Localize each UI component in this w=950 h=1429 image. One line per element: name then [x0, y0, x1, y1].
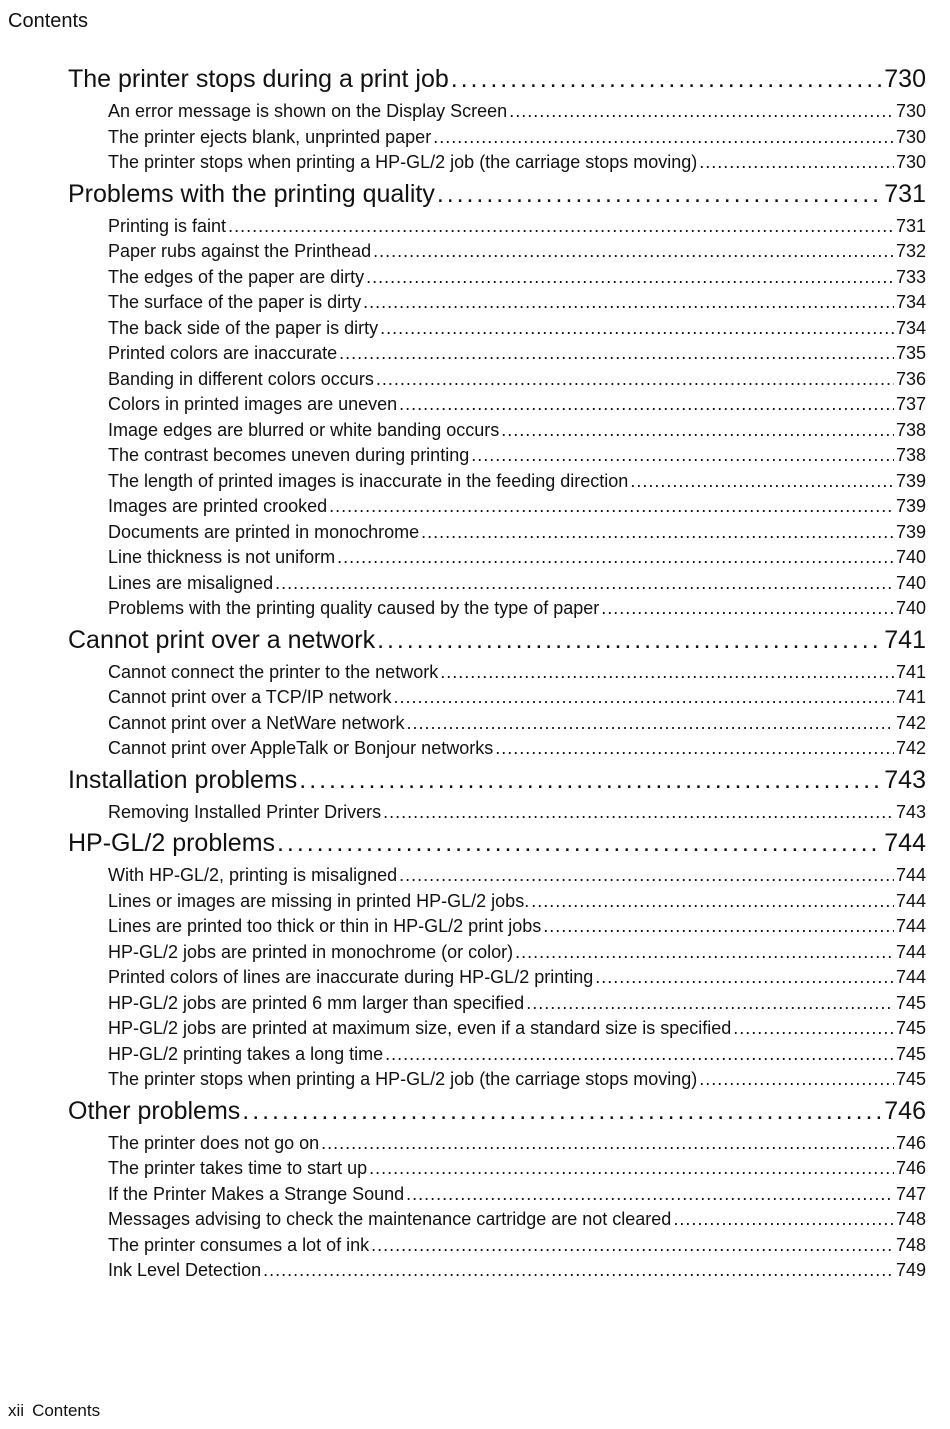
dot-leader [406, 1182, 894, 1208]
entry-page-number: 746 [895, 1132, 926, 1153]
page-footer [8, 1400, 100, 1422]
toc-entry[interactable] [108, 545, 926, 571]
entry-page-number: 730 [895, 101, 926, 121]
section-page-number: 744 [884, 829, 926, 857]
entry-page-number: 745 [895, 1043, 926, 1064]
toc-entry[interactable] [108, 571, 926, 597]
entry-page-number: 745 [895, 1018, 926, 1038]
entry-title: Documents are printed in monochrome [108, 521, 420, 542]
toc-entry[interactable] [108, 1233, 926, 1259]
toc-entry[interactable] [108, 443, 926, 469]
entry-page-number: 732 [895, 241, 926, 261]
entry-title: Lines are misaligned [108, 572, 274, 593]
entry-title: Lines are printed too thick or thin in HP-GL/2 print jobs [108, 916, 542, 936]
toc-section [68, 828, 926, 1093]
entry-title: The printer stops when printing a HP-GL/2 job (the carriage stops moving) [108, 1069, 698, 1089]
entry-page-number: 741 [895, 687, 926, 707]
dot-leader [377, 625, 882, 656]
toc-entry[interactable] [108, 1207, 926, 1233]
entry-page-number: 730 [895, 152, 926, 172]
entry-title: HP-GL/2 jobs are printed 6 mm larger than specified [108, 992, 525, 1013]
dot-leader [433, 125, 894, 151]
entry-title: Cannot print over a NetWare network [108, 712, 405, 733]
table-of-contents [68, 64, 926, 1284]
toc-entry[interactable] [108, 125, 926, 151]
section-page-number: 743 [884, 765, 926, 794]
toc-entry[interactable] [108, 914, 926, 940]
dot-leader [630, 469, 894, 495]
dot-leader [399, 863, 894, 889]
dot-leader [471, 443, 894, 469]
dot-leader [509, 99, 894, 125]
dot-leader [363, 290, 894, 316]
entry-page-number: 740 [895, 572, 926, 593]
entry-page-number: 742 [895, 712, 926, 733]
dot-leader [371, 1233, 894, 1259]
entry-title: If the Printer Makes a Strange Sound [108, 1183, 405, 1204]
entry-title: Colors in printed images are uneven [108, 394, 398, 414]
entry-title: Cannot print over a TCP/IP network [108, 687, 392, 707]
entry-title: Banding in different colors occurs [108, 368, 374, 389]
entry-page-number: 730 [895, 126, 926, 147]
entry-page-number: 743 [895, 801, 926, 822]
entry-title: Problems with the printing quality caused by the type of paper [108, 598, 600, 618]
toc-section-heading[interactable] [68, 765, 926, 796]
entry-title: The printer takes time to start up [108, 1158, 368, 1178]
dot-leader [699, 150, 894, 176]
toc-entry[interactable] [108, 889, 926, 915]
dot-leader [406, 711, 893, 737]
dot-leader [601, 596, 894, 622]
toc-entry[interactable] [108, 1131, 926, 1157]
entry-page-number: 749 [895, 1260, 926, 1280]
entry-page-number: 744 [895, 865, 926, 885]
dot-leader [242, 1096, 882, 1127]
entry-page-number: 742 [895, 738, 926, 758]
toc-section-heading[interactable] [68, 828, 926, 859]
entry-title: Removing Installed Printer Drivers [108, 801, 382, 822]
entry-title: Image edges are blurred or white banding occurs [108, 419, 500, 440]
entry-title: Images are printed crooked [108, 496, 328, 516]
toc-entry[interactable] [108, 214, 926, 240]
dot-leader [733, 1016, 894, 1042]
dot-leader [543, 914, 894, 940]
entry-page-number: 737 [895, 394, 926, 414]
entry-page-number: 734 [895, 292, 926, 312]
entry-page-number: 744 [895, 890, 926, 911]
toc-section-heading[interactable] [68, 625, 926, 656]
entry-title: HP-GL/2 jobs are printed at maximum size, even if a standard size is specified [108, 1018, 732, 1038]
section-title: The printer stops during a print job [68, 65, 449, 93]
dot-leader [437, 179, 882, 210]
entry-title: The printer consumes a lot of ink [108, 1234, 370, 1255]
entry-page-number: 739 [895, 496, 926, 516]
section-title: Problems with the printing quality [68, 179, 435, 208]
entry-page-number: 740 [895, 547, 926, 567]
dot-leader [501, 418, 894, 444]
entry-title: With HP-GL/2, printing is misaligned [108, 865, 398, 885]
entry-page-number: 748 [895, 1209, 926, 1229]
toc-entry[interactable] [108, 367, 926, 393]
entry-page-number: 736 [895, 368, 926, 389]
entry-title: HP-GL/2 printing takes a long time [108, 1043, 384, 1064]
entry-page-number: 747 [895, 1183, 926, 1204]
dot-leader [277, 828, 882, 859]
dot-leader [440, 660, 894, 686]
entry-page-number: 748 [895, 1234, 926, 1255]
toc-entry[interactable] [108, 99, 926, 125]
section-title: HP-GL/2 problems [68, 829, 276, 857]
toc-entry[interactable] [108, 418, 926, 444]
entry-page-number: 738 [895, 445, 926, 465]
section-page-number: 746 [884, 1096, 926, 1125]
entry-page-number: 731 [895, 215, 926, 236]
entry-title: Printing is faint [108, 215, 227, 236]
toc-entry[interactable] [108, 290, 926, 316]
toc-entry[interactable] [108, 685, 926, 711]
section-title: Installation problems [68, 765, 298, 794]
toc-section-heading[interactable] [68, 179, 926, 210]
toc-entry[interactable] [108, 711, 926, 737]
entry-title: Line thickness is not uniform [108, 547, 336, 567]
running-head: Contents [8, 10, 89, 32]
dot-leader [531, 889, 894, 915]
toc-entry[interactable] [108, 392, 926, 418]
toc-entry[interactable] [108, 1067, 926, 1093]
dot-leader [366, 265, 894, 291]
footer-section-label: Contents [32, 1401, 101, 1420]
toc-entry[interactable] [108, 265, 926, 291]
dot-leader [673, 1207, 894, 1233]
toc-section-heading[interactable] [68, 1096, 926, 1127]
toc-entry[interactable] [108, 800, 926, 826]
dot-leader [376, 367, 894, 393]
toc-entry[interactable] [108, 965, 926, 991]
dot-leader [339, 341, 894, 367]
dot-leader [228, 214, 894, 240]
dot-leader [380, 316, 894, 342]
entry-title: The back side of the paper is dirty [108, 317, 379, 338]
entry-page-number: 744 [895, 916, 926, 936]
dot-leader [263, 1258, 894, 1284]
footer-page-number: xii [8, 1401, 25, 1420]
toc-entry[interactable] [108, 469, 926, 495]
dot-leader [399, 392, 894, 418]
toc-entry[interactable] [108, 1016, 926, 1042]
toc-section-heading[interactable] [68, 64, 926, 95]
dot-leader [329, 494, 894, 520]
toc-section [68, 765, 926, 826]
entry-title: Printed colors are inaccurate [108, 343, 338, 363]
toc-entry[interactable] [108, 1258, 926, 1284]
section-title: Cannot print over a network [68, 625, 376, 654]
entry-page-number: 741 [895, 661, 926, 682]
dot-leader [369, 1156, 894, 1182]
entry-page-number: 745 [895, 992, 926, 1013]
section-page-number: 731 [884, 179, 926, 208]
toc-section [68, 179, 926, 622]
dot-leader [275, 571, 894, 597]
entry-title: The printer ejects blank, unprinted paper [108, 126, 432, 147]
dot-leader [451, 64, 883, 95]
toc-entry[interactable] [108, 520, 926, 546]
entry-page-number: 738 [895, 419, 926, 440]
entry-title: The printer does not go on [108, 1132, 320, 1153]
entry-page-number: 739 [895, 470, 926, 491]
entry-page-number: 733 [895, 266, 926, 287]
toc-entry[interactable] [108, 736, 926, 762]
dot-leader [421, 520, 894, 546]
entry-title: The edges of the paper are dirty [108, 266, 365, 287]
entry-page-number: 746 [895, 1158, 926, 1178]
entry-title: The contrast becomes uneven during printing [108, 445, 470, 465]
entry-title: Lines or images are missing in printed HP-GL/2 jobs. [108, 890, 530, 911]
dot-leader [515, 940, 894, 966]
toc-section [68, 625, 926, 762]
entry-page-number: 745 [895, 1069, 926, 1089]
entry-title: Cannot connect the printer to the network [108, 661, 439, 682]
toc-entry[interactable] [108, 341, 926, 367]
toc-entry[interactable] [108, 239, 926, 265]
section-title: Other problems [68, 1096, 241, 1125]
dot-leader [321, 1131, 894, 1157]
entry-title: Cannot print over AppleTalk or Bonjour networks [108, 738, 494, 758]
entry-page-number: 744 [895, 941, 926, 962]
entry-page-number: 744 [895, 967, 926, 987]
toc-entry[interactable] [108, 660, 926, 686]
dot-leader [526, 991, 894, 1017]
toc-entry[interactable] [108, 494, 926, 520]
entry-title: Printed colors of lines are inaccurate during HP-GL/2 printing [108, 967, 594, 987]
entry-page-number: 739 [895, 521, 926, 542]
entry-title: Messages advising to check the maintenance cartridge are not cleared [108, 1209, 672, 1229]
entry-title: An error message is shown on the Display Screen [108, 101, 508, 121]
entry-page-number: 734 [895, 317, 926, 338]
dot-leader [337, 545, 894, 571]
toc-entry[interactable] [108, 596, 926, 622]
entry-title: The surface of the paper is dirty [108, 292, 362, 312]
toc-entry[interactable] [108, 316, 926, 342]
toc-section [68, 64, 926, 176]
dot-leader [385, 1042, 894, 1068]
toc-entry[interactable] [108, 991, 926, 1017]
toc-section [68, 1096, 926, 1284]
dot-leader [393, 685, 893, 711]
dot-leader [495, 736, 894, 762]
entry-title: HP-GL/2 jobs are printed in monochrome (or color) [108, 941, 514, 962]
dot-leader [373, 239, 894, 265]
section-page-number: 730 [884, 65, 926, 93]
entry-title: Ink Level Detection [108, 1260, 262, 1280]
toc-entry[interactable] [108, 1042, 926, 1068]
dot-leader [383, 800, 894, 826]
section-page-number: 741 [884, 625, 926, 654]
toc-entry[interactable] [108, 863, 926, 889]
dot-leader [699, 1067, 894, 1093]
entry-page-number: 740 [895, 598, 926, 618]
dot-leader [299, 765, 882, 796]
entry-title: The length of printed images is inaccurate in the feeding direction [108, 470, 629, 491]
toc-entry[interactable] [108, 1182, 926, 1208]
dot-leader [595, 965, 894, 991]
entry-title: Paper rubs against the Printhead [108, 241, 372, 261]
toc-entry[interactable] [108, 940, 926, 966]
entry-page-number: 735 [895, 343, 926, 363]
toc-entry[interactable] [108, 1156, 926, 1182]
toc-entry[interactable] [108, 150, 926, 176]
entry-title: The printer stops when printing a HP-GL/2 job (the carriage stops moving) [108, 152, 698, 172]
